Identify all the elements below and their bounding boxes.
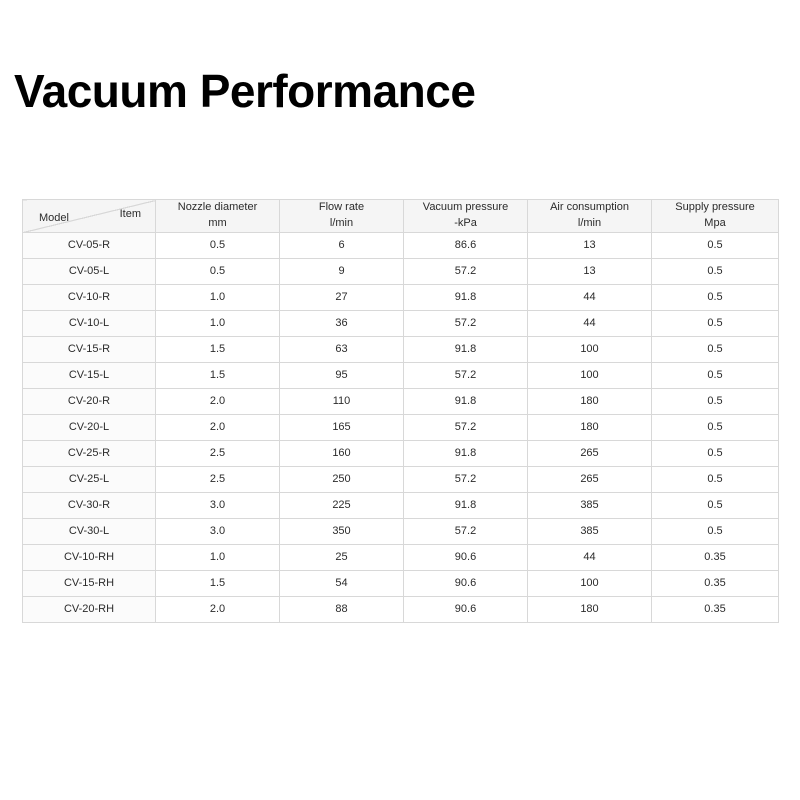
cell-supply: 0.5 (652, 336, 779, 362)
cell-air: 265 (528, 466, 652, 492)
cell-flow: 54 (280, 570, 404, 596)
cell-model: CV-10-R (23, 284, 156, 310)
cell-flow: 9 (280, 258, 404, 284)
table-body (23, 232, 779, 622)
column-header-air-consumption-line1: Air consumption (550, 201, 629, 213)
cell-supply: 0.35 (652, 544, 779, 570)
cell-supply: 0.5 (652, 518, 779, 544)
cell-flow: 6 (280, 232, 404, 258)
cell-supply: 0.5 (652, 440, 779, 466)
cell-flow: 110 (280, 388, 404, 414)
table-row (23, 310, 779, 336)
cell-nozzle: 2.0 (156, 388, 280, 414)
cell-vacuum: 57.2 (404, 518, 528, 544)
cell-air: 385 (528, 492, 652, 518)
cell-supply: 0.5 (652, 258, 779, 284)
cell-air: 100 (528, 570, 652, 596)
table-row (23, 518, 779, 544)
page-title: Vacuum Performance (14, 65, 476, 117)
table-row (23, 466, 779, 492)
column-header-flow-rate-line1: Flow rate (318, 201, 365, 213)
cell-vacuum: 91.8 (404, 440, 528, 466)
table-row (23, 388, 779, 414)
cell-model: CV-20-RH (23, 596, 156, 622)
cell-flow: 63 (280, 336, 404, 362)
column-header-supply-pressure-line1: Supply pressure (675, 201, 755, 213)
cell-vacuum: 90.6 (404, 544, 528, 570)
cell-flow: 165 (280, 414, 404, 440)
cell-air: 13 (528, 232, 652, 258)
cell-supply: 0.5 (652, 388, 779, 414)
column-header-vacuum-pressure-line1: Vacuum pressure (422, 201, 509, 213)
cell-flow: 27 (280, 284, 404, 310)
header-item-label: Item (119, 208, 141, 220)
cell-model: CV-15-RH (23, 570, 156, 596)
column-header-air-consumption (528, 200, 652, 233)
column-header-supply-pressure-unit: Mpa (704, 216, 726, 229)
cell-air: 180 (528, 414, 652, 440)
cell-model: CV-20-R (23, 388, 156, 414)
cell-flow: 160 (280, 440, 404, 466)
table-row (23, 544, 779, 570)
cell-model: CV-15-R (23, 336, 156, 362)
cell-flow: 350 (280, 518, 404, 544)
cell-vacuum: 91.8 (404, 284, 528, 310)
cell-vacuum: 91.8 (404, 336, 528, 362)
cell-vacuum: 86.6 (404, 232, 528, 258)
vacuum-performance-table (22, 199, 779, 623)
cell-supply: 0.5 (652, 310, 779, 336)
cell-supply: 0.35 (652, 570, 779, 596)
cell-supply: 0.35 (652, 596, 779, 622)
cell-nozzle: 2.5 (156, 466, 280, 492)
cell-model: CV-25-R (23, 440, 156, 466)
column-header-vacuum-pressure (404, 200, 528, 233)
column-header-nozzle-diameter-line1: Nozzle diameter (177, 201, 258, 213)
table-row (23, 284, 779, 310)
cell-supply: 0.5 (652, 492, 779, 518)
cell-air: 44 (528, 310, 652, 336)
column-header-nozzle-diameter-unit: mm (208, 216, 227, 229)
cell-supply: 0.5 (652, 362, 779, 388)
table-row (23, 570, 779, 596)
column-header-supply-pressure (652, 200, 779, 233)
cell-supply: 0.5 (652, 414, 779, 440)
cell-vacuum: 57.2 (404, 414, 528, 440)
table-header-row (23, 200, 779, 233)
cell-air: 100 (528, 362, 652, 388)
cell-vacuum: 57.2 (404, 258, 528, 284)
cell-air: 180 (528, 596, 652, 622)
cell-model: CV-05-R (23, 232, 156, 258)
cell-flow: 95 (280, 362, 404, 388)
table-row (23, 336, 779, 362)
cell-nozzle: 3.0 (156, 492, 280, 518)
cell-flow: 36 (280, 310, 404, 336)
cell-nozzle: 0.5 (156, 258, 280, 284)
header-corner-cell (23, 200, 156, 233)
cell-supply: 0.5 (652, 466, 779, 492)
table-header (23, 200, 779, 233)
table-row (23, 362, 779, 388)
cell-nozzle: 1.0 (156, 284, 280, 310)
cell-vacuum: 57.2 (404, 362, 528, 388)
table-row (23, 596, 779, 622)
cell-nozzle: 0.5 (156, 232, 280, 258)
cell-nozzle: 3.0 (156, 518, 280, 544)
cell-nozzle: 1.5 (156, 570, 280, 596)
cell-supply: 0.5 (652, 232, 779, 258)
cell-air: 385 (528, 518, 652, 544)
cell-model: CV-15-L (23, 362, 156, 388)
vacuum-performance-table-container (22, 199, 778, 623)
column-header-flow-rate-unit: l/min (329, 216, 354, 229)
cell-nozzle: 2.0 (156, 596, 280, 622)
cell-supply: 0.5 (652, 284, 779, 310)
cell-nozzle: 2.5 (156, 440, 280, 466)
cell-air: 180 (528, 388, 652, 414)
cell-vacuum: 90.6 (404, 570, 528, 596)
table-row (23, 414, 779, 440)
cell-vacuum: 91.8 (404, 492, 528, 518)
table-row (23, 492, 779, 518)
cell-vacuum: 91.8 (404, 388, 528, 414)
cell-model: CV-25-L (23, 466, 156, 492)
table-row (23, 440, 779, 466)
cell-nozzle: 1.0 (156, 310, 280, 336)
table-row (23, 232, 779, 258)
cell-flow: 88 (280, 596, 404, 622)
cell-model: CV-10-L (23, 310, 156, 336)
cell-flow: 225 (280, 492, 404, 518)
cell-nozzle: 1.5 (156, 362, 280, 388)
column-header-flow-rate (280, 200, 404, 233)
cell-model: CV-05-L (23, 258, 156, 284)
cell-nozzle: 2.0 (156, 414, 280, 440)
cell-model: CV-10-RH (23, 544, 156, 570)
column-header-vacuum-pressure-unit: -kPa (454, 216, 477, 229)
cell-vacuum: 57.2 (404, 466, 528, 492)
header-model-label: Model (39, 211, 69, 224)
column-header-air-consumption-unit: l/min (577, 216, 602, 229)
column-header-nozzle-diameter (156, 200, 280, 233)
cell-air: 265 (528, 440, 652, 466)
cell-model: CV-20-L (23, 414, 156, 440)
table-row (23, 258, 779, 284)
cell-air: 44 (528, 544, 652, 570)
cell-air: 100 (528, 336, 652, 362)
cell-flow: 250 (280, 466, 404, 492)
cell-nozzle: 1.5 (156, 336, 280, 362)
cell-vacuum: 57.2 (404, 310, 528, 336)
cell-air: 44 (528, 284, 652, 310)
cell-air: 13 (528, 258, 652, 284)
cell-model: CV-30-L (23, 518, 156, 544)
cell-nozzle: 1.0 (156, 544, 280, 570)
cell-model: CV-30-R (23, 492, 156, 518)
cell-flow: 25 (280, 544, 404, 570)
cell-vacuum: 90.6 (404, 596, 528, 622)
